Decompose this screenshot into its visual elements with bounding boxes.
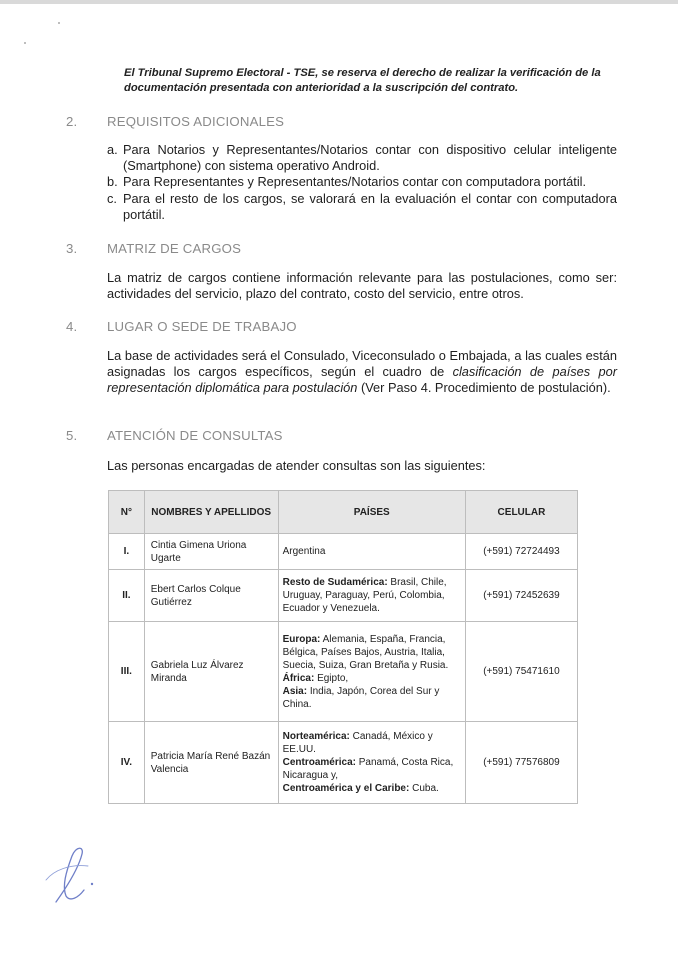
region-countries: Canadá, México y EE.UU.	[282, 731, 433, 755]
contacts-table	[108, 490, 578, 804]
table-row	[109, 534, 578, 570]
list-marker: c.	[107, 190, 117, 206]
table-row	[109, 722, 578, 804]
list-marker: b.	[107, 174, 118, 190]
table-header-row	[109, 491, 578, 534]
section-number: 4.	[66, 319, 78, 334]
region-label: África:	[282, 672, 315, 684]
scan-speck	[58, 22, 60, 24]
region-countries: Alemania, España, Francia, Bélgica, Países Bajos, Austria, Italia, Suecia, Suiza, Gran Bretaña y Rusia.	[282, 633, 449, 671]
list-item	[107, 142, 617, 174]
header-cel: CELULAR	[465, 491, 577, 534]
region-label: Europa:	[282, 633, 321, 645]
row-name: Ebert Carlos Colque Gutiérrez	[144, 570, 278, 622]
table-row	[109, 622, 578, 722]
header-name: NOMBRES Y APELLIDOS	[144, 491, 278, 534]
page-top-edge	[0, 0, 678, 4]
consultas-paragraph: Las personas encargadas de atender consultas son las siguientes:	[107, 458, 486, 473]
row-number: III.	[109, 622, 145, 722]
row-paises	[278, 570, 465, 622]
list-item	[107, 174, 617, 190]
row-number: I.	[109, 534, 145, 570]
row-cel: (+591) 75471610	[465, 622, 577, 722]
row-cel: (+591) 77576809	[465, 722, 577, 804]
list-item-text: Para Notarios y Representantes/Notarios contar con dispositivo celular inteligente (Smartphone) con sistema operativo Android.	[123, 142, 617, 174]
scan-speck	[24, 42, 26, 44]
region-label: Asia:	[282, 685, 308, 697]
region-label: Resto de Sudamérica:	[282, 577, 388, 588]
row-cel: (+591) 72724493	[465, 534, 577, 570]
lugar-paragraph	[107, 348, 617, 397]
section-title: REQUISITOS ADICIONALES	[107, 114, 285, 129]
region-label: Norteamérica:	[282, 731, 350, 742]
section-number: 2.	[66, 114, 78, 129]
table-row	[109, 570, 578, 622]
row-paises: Argentina	[278, 534, 465, 570]
list-item-text: Para el resto de los cargos, se valorará en la evaluación el contar con computadora portátil.	[123, 190, 617, 222]
row-paises	[278, 622, 465, 722]
row-name: Cintia Gimena Uriona Ugarte	[144, 534, 278, 570]
header-paises: PAÍSES	[278, 491, 465, 534]
header-num: N°	[109, 491, 145, 534]
list-item	[107, 191, 617, 223]
lugar-italic-reference: clasificación de países por representación diplomática para postulación	[107, 364, 617, 396]
section-title: ATENCIÓN DE CONSULTAS	[107, 428, 283, 443]
lugar-text: La base de actividades será el Consulado, Viceconsulado o Embajada, a las cuales están asignadas los cargos específicos, según el cuadro de	[107, 348, 617, 380]
requisitos-list	[107, 142, 617, 223]
section-number: 3.	[66, 241, 78, 256]
matriz-paragraph: La matriz de cargos contiene información relevante para las postulaciones, como ser: actividades del servicio, plazo del contrato, costo del servicio, entre otros.	[107, 270, 617, 302]
region-countries: Cuba.	[409, 783, 439, 794]
row-cel: (+591) 72452639	[465, 570, 577, 622]
row-name: Patricia María René Bazán Valencia	[144, 722, 278, 804]
section-title: MATRIZ DE CARGOS	[107, 241, 242, 256]
region-countries: Panamá, Costa Rica, Nicaragua y,	[282, 757, 454, 781]
region-label: Centroamérica y el Caribe:	[282, 783, 410, 794]
list-marker: a.	[107, 142, 118, 157]
section-title: LUGAR O SEDE DE TRABAJO	[107, 319, 297, 334]
region-countries: Egipto,	[314, 672, 349, 684]
lugar-text: (Ver Paso 4. Procedimiento de postulación).	[357, 380, 611, 396]
row-number: IV.	[109, 722, 145, 804]
intro-paragraph: El Tribunal Supremo Electoral - TSE, se reserva el derecho de realizar la verificación de la documentación presentada con anterioridad a la suscripción del contrato.	[124, 67, 601, 94]
row-number: II.	[109, 570, 145, 622]
region-countries: India, Japón, Corea del Sur y China.	[282, 685, 440, 710]
region-label: Centroamérica:	[282, 757, 356, 768]
section-number: 5.	[66, 428, 78, 443]
region-countries: Brasil, Chile, Uruguay, Paraguay, Perú, Colombia, Ecuador y Venezuela.	[282, 577, 447, 614]
list-item-text: Para Representantes y Representantes/Notarios contar con computadora portátil.	[123, 174, 587, 190]
signature-mark	[36, 840, 106, 910]
row-paises	[278, 722, 465, 804]
row-name: Gabriela Luz Álvarez Miranda	[144, 622, 278, 722]
